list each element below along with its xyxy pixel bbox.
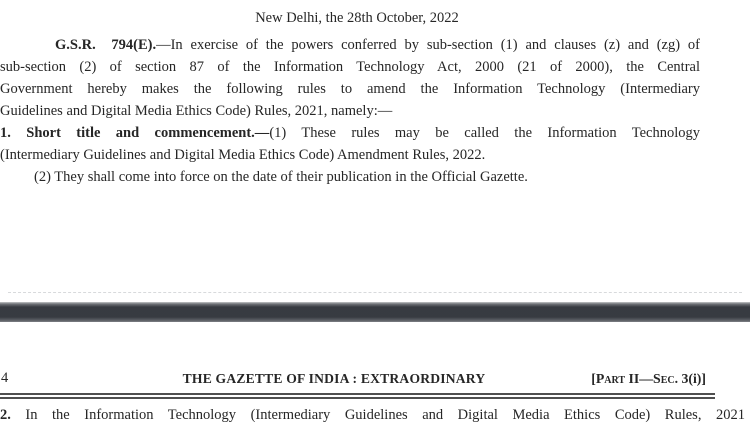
gazette-part-smallcaps-text: [Part II—Sec. (591, 371, 682, 386)
paragraph-line (0, 122, 700, 144)
paragraph-line (0, 56, 700, 78)
bold-text-segment: G.S.R. 794(E). (55, 37, 157, 53)
text-segment: Guidelines and Digital Media Ethics Code) Rules, 2021, namely:— (0, 103, 393, 119)
paragraph-line (0, 78, 700, 100)
paragraph-line (0, 100, 700, 122)
text-segment: In the Information Technology (Intermediary Guidelines and Digital Media Ethics Code) Rules, 2021 (10, 407, 745, 423)
dateline: New Delhi, the 28th October, 2022 (255, 10, 459, 26)
notification-page-content (0, 0, 700, 188)
paragraph-line (0, 34, 700, 56)
bold-text-segment: 2. (0, 407, 11, 423)
amendment-rule-2-paragraph (0, 404, 745, 426)
page-number: 4 (1, 370, 9, 386)
gsr-notification-paragraph (0, 34, 700, 122)
paragraph-line (0, 144, 700, 166)
paragraph-line (0, 404, 745, 426)
text-segment: —In exercise of the powers conferred by sub-section (1) and clauses (z) and (zg) of (156, 37, 700, 53)
gazette-running-header (0, 367, 715, 391)
commencement-paragraph (0, 166, 700, 188)
text-segment: sub-section (2) of section 87 of the Information Technology Act, 2000 (21 of 2000), the Central (0, 59, 700, 75)
gazette-header-title: THE GAZETTE OF INDIA : EXTRAORDINARY (182, 371, 486, 386)
text-segment: (Intermediary Guidelines and Digital Media Ethics Code) Amendment Rules, 2022. (0, 147, 486, 163)
gazette-part-rest-text: 3(i)] (681, 371, 706, 386)
bold-text-segment: 1. Short title and commencement.— (0, 125, 270, 141)
scan-artifact-line (8, 292, 742, 293)
gazette-header-section-label (591, 368, 706, 390)
header-double-rule (0, 393, 715, 399)
text-segment: (2) They shall come into force on the date of their publication in the Official Gazette. (34, 169, 528, 185)
text-segment: (1) These rules may be called the Information Technology (269, 125, 700, 141)
page-separator-bar (0, 302, 750, 322)
paragraph-line (34, 166, 700, 188)
text-segment: Government hereby makes the following rules to amend the Information Technology (Intermediary (0, 81, 700, 97)
short-title-paragraph (0, 122, 700, 166)
